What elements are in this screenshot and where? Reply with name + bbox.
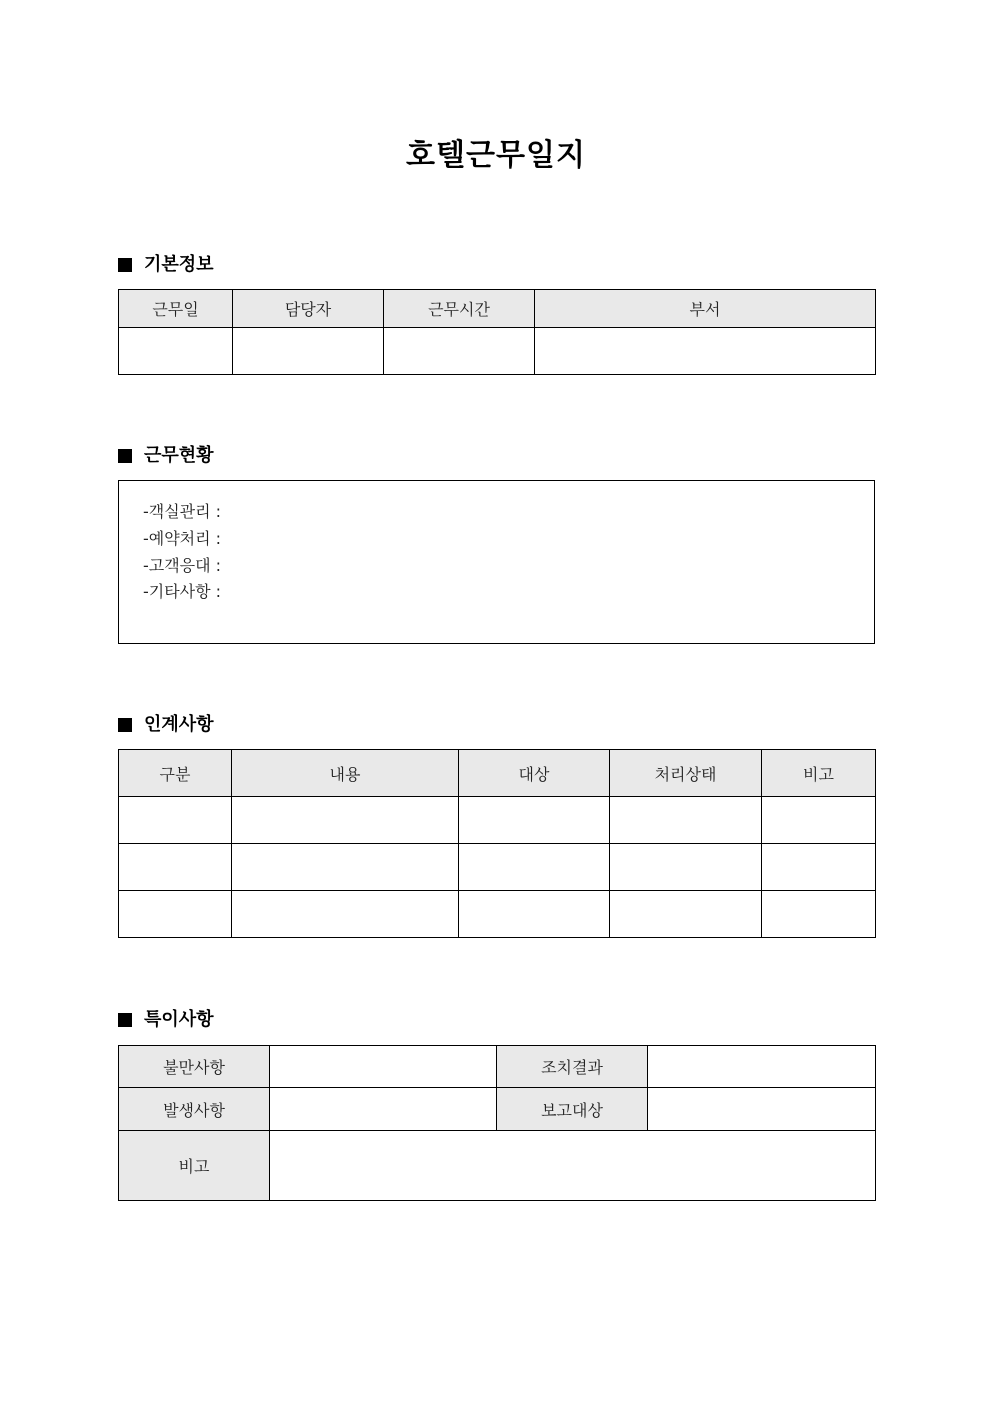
header-remarks: 비고 — [762, 750, 876, 797]
cell-remarks[interactable] — [270, 1131, 876, 1201]
cell-occurrence[interactable] — [270, 1088, 497, 1131]
square-bullet-icon — [118, 449, 132, 463]
table-row — [119, 797, 876, 844]
table-row — [119, 891, 876, 938]
section-title-basic — [118, 252, 214, 278]
label-report-target: 보고대상 — [497, 1088, 648, 1131]
section-title-status — [118, 443, 214, 469]
table-cell[interactable] — [610, 797, 762, 844]
header-target: 대상 — [459, 750, 610, 797]
handover-table — [118, 749, 876, 938]
label-occurrence: 발생사항 — [119, 1088, 270, 1131]
status-line-other: -기타사항 : — [143, 582, 222, 601]
section-title-handover-label: 인계사항 — [144, 714, 214, 735]
section-title-special-label: 특이사항 — [144, 1009, 214, 1030]
label-action-result: 조치결과 — [497, 1046, 648, 1088]
table-cell[interactable] — [762, 891, 876, 938]
status-line-room: -객실관리 : — [143, 502, 222, 521]
table-cell[interactable] — [610, 891, 762, 938]
table-cell[interactable] — [119, 891, 232, 938]
label-complaint: 불만사항 — [119, 1046, 270, 1088]
header-work-hours: 근무시간 — [384, 290, 535, 328]
square-bullet-icon — [118, 718, 132, 732]
table-cell[interactable] — [762, 844, 876, 891]
header-department: 부서 — [535, 290, 876, 328]
section-title-handover — [118, 712, 214, 738]
table-cell[interactable] — [119, 844, 232, 891]
table-cell[interactable] — [232, 844, 459, 891]
header-processing-status: 처리상태 — [610, 750, 762, 797]
table-cell[interactable] — [610, 844, 762, 891]
section-title-status-label: 근무현황 — [144, 445, 214, 466]
table-cell[interactable] — [459, 797, 610, 844]
header-work-date: 근무일 — [119, 290, 233, 328]
table-cell[interactable] — [232, 797, 459, 844]
cell-department[interactable] — [535, 328, 876, 375]
table-cell[interactable] — [119, 797, 232, 844]
table-row — [119, 844, 876, 891]
table-cell[interactable] — [459, 844, 610, 891]
cell-action-result[interactable] — [648, 1046, 876, 1088]
header-manager: 담당자 — [233, 290, 384, 328]
header-category: 구분 — [119, 750, 232, 797]
cell-complaint[interactable] — [270, 1046, 497, 1088]
page-title: 호텔근무일지 — [406, 138, 586, 173]
header-content: 내용 — [232, 750, 459, 797]
table-cell[interactable] — [762, 797, 876, 844]
table-cell[interactable] — [232, 891, 459, 938]
status-line-guest: -고객응대 : — [143, 556, 222, 575]
cell-work-hours[interactable] — [384, 328, 535, 375]
cell-manager[interactable] — [233, 328, 384, 375]
cell-work-date[interactable] — [119, 328, 233, 375]
table-cell[interactable] — [459, 891, 610, 938]
section-title-basic-label: 기본정보 — [144, 254, 214, 275]
work-status-box[interactable] — [118, 480, 875, 644]
basic-info-table — [118, 289, 876, 375]
cell-report-target[interactable] — [648, 1088, 876, 1131]
label-remarks: 비고 — [119, 1131, 270, 1201]
special-notes-table — [118, 1045, 876, 1201]
square-bullet-icon — [118, 258, 132, 272]
status-line-reservation: -예약처리 : — [143, 529, 222, 548]
section-title-special — [118, 1007, 214, 1033]
square-bullet-icon — [118, 1013, 132, 1027]
